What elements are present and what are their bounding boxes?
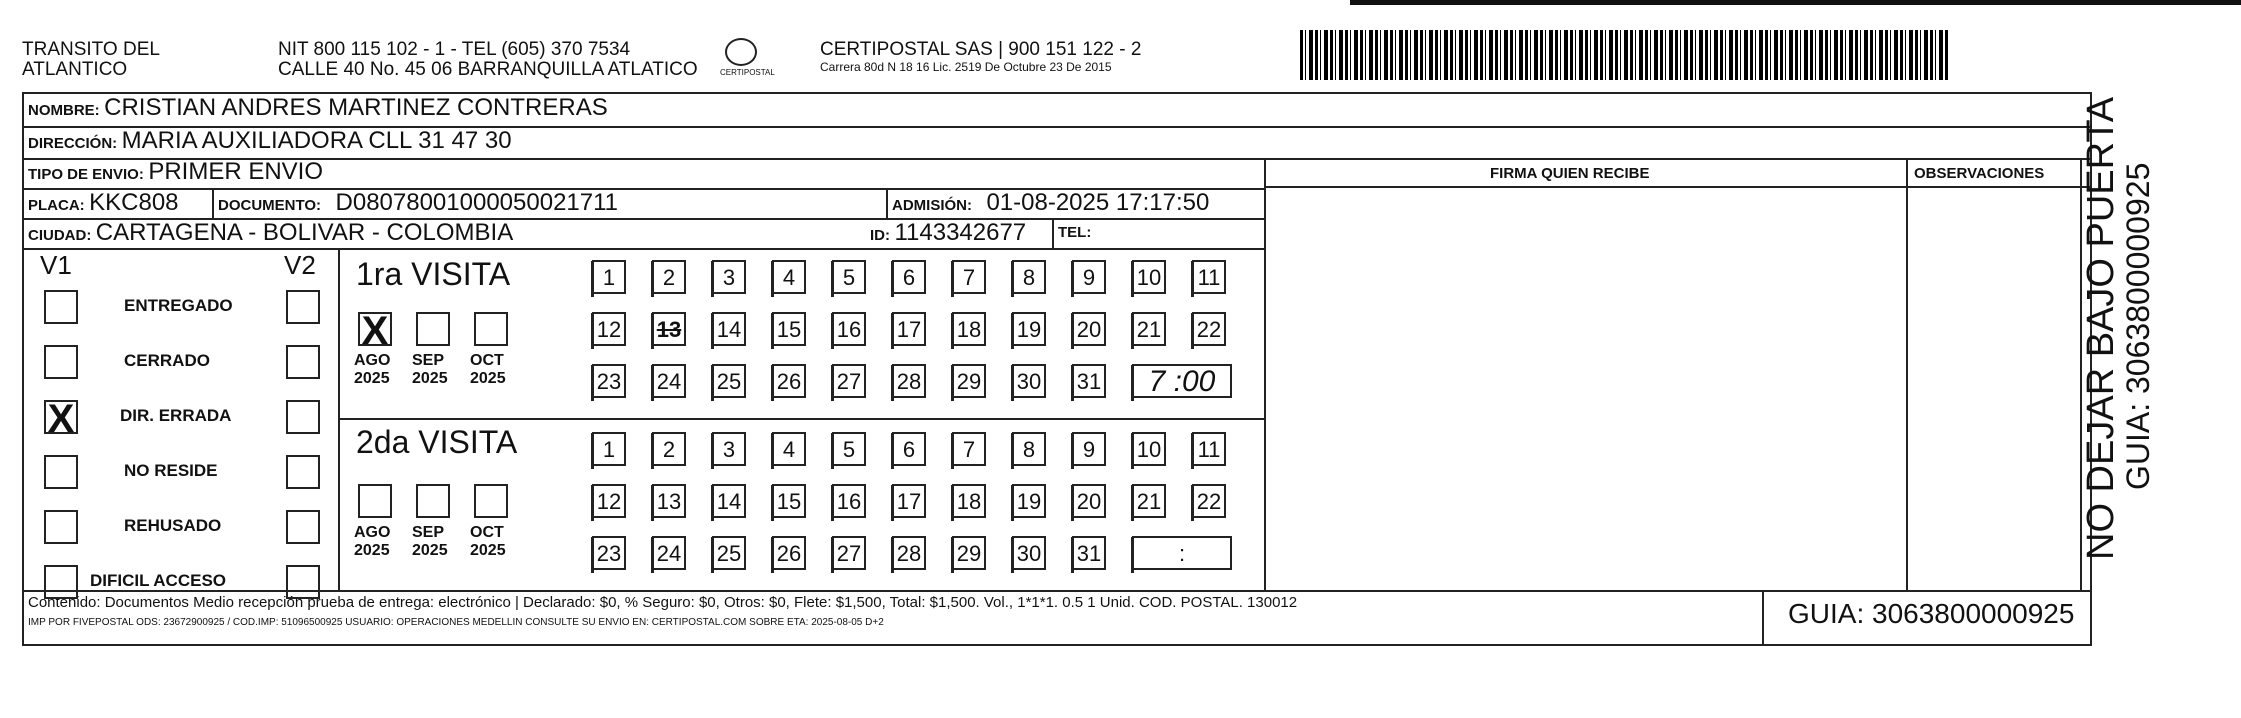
divider <box>1906 158 1908 590</box>
ciudad-value: CARTAGENA - BOLIVAR - COLOMBIA <box>95 219 514 246</box>
day-box[interactable]: 15 <box>772 312 806 346</box>
day-box[interactable]: 15 <box>772 484 806 518</box>
divider <box>212 188 214 218</box>
day-box[interactable]: 11 <box>1192 432 1226 466</box>
v1-checkbox[interactable]: X <box>44 400 78 434</box>
company-info <box>820 40 1141 74</box>
day-box[interactable]: 21 <box>1132 312 1166 346</box>
day-box[interactable]: 16 <box>832 312 866 346</box>
day-box[interactable]: 4 <box>772 260 806 294</box>
ciudad-field <box>28 219 513 247</box>
documento-field <box>218 189 618 217</box>
footer-guia: GUIA: 3063800000925 <box>1788 598 2075 629</box>
org-contact <box>278 40 698 80</box>
day-box[interactable]: 3 <box>712 432 746 466</box>
day-box[interactable]: 14 <box>712 484 746 518</box>
year-label: 2025 <box>470 370 506 387</box>
logo-text: CERTIPOSTAL <box>720 68 775 77</box>
month-checkbox[interactable]: X <box>358 312 392 346</box>
day-box[interactable]: 31 <box>1072 364 1106 398</box>
day-box[interactable]: 1 <box>592 260 626 294</box>
day-box[interactable]: 21 <box>1132 484 1166 518</box>
day-box[interactable]: 6 <box>892 260 926 294</box>
month-checkbox[interactable] <box>358 484 392 518</box>
year-label: 2025 <box>354 542 390 559</box>
day-box[interactable]: 29 <box>952 536 986 570</box>
day-box[interactable]: 2 <box>652 432 686 466</box>
day-box[interactable]: 13 <box>652 484 686 518</box>
month-label: SEP <box>412 352 445 369</box>
second-visit-title: 2da VISITA <box>356 424 518 460</box>
nombre-label: NOMBRE: <box>28 102 100 119</box>
day-box[interactable]: 27 <box>832 364 866 398</box>
month-checkbox[interactable] <box>474 312 508 346</box>
divider <box>886 188 888 218</box>
year-label: 2025 <box>412 370 448 387</box>
shipping-form <box>22 92 2092 646</box>
company-line2: Carrera 80d N 18 16 Lic. 2519 De Octubre 23 De 2015 <box>820 60 1112 74</box>
day-box[interactable]: 24 <box>652 536 686 570</box>
month-checkbox[interactable] <box>416 312 450 346</box>
placa-label: PLACA: <box>28 197 85 214</box>
admision-label: ADMISIÓN: <box>892 197 972 214</box>
barcode <box>1300 30 1950 80</box>
nit-line: NIT 800 115 102 - 1 - TEL (605) 370 7534 <box>278 39 631 60</box>
day-box[interactable]: 12 <box>592 484 626 518</box>
divider <box>1264 158 1266 590</box>
year-label: 2025 <box>470 542 506 559</box>
divider <box>22 248 1266 250</box>
day-box[interactable]: 7 <box>952 260 986 294</box>
id-field <box>870 219 1026 247</box>
day-box[interactable]: 5 <box>832 432 866 466</box>
certipostal-logo-icon <box>725 38 757 66</box>
day-box[interactable]: 11 <box>1192 260 1226 294</box>
direccion-label: DIRECCIÓN: <box>28 135 118 152</box>
id-value: 1143342677 <box>894 219 1027 246</box>
day-box[interactable]: 14 <box>712 312 746 346</box>
day-box[interactable]: 25 <box>712 536 746 570</box>
v1-label: V1 <box>40 250 72 280</box>
day-box[interactable]: 6 <box>892 432 926 466</box>
day-box[interactable]: 26 <box>772 536 806 570</box>
org-line1: TRANSITO DEL <box>22 39 160 60</box>
company-line1: CERTIPOSTAL SAS | 900 151 122 - 2 <box>820 39 1142 60</box>
day-box[interactable]: 23 <box>592 536 626 570</box>
day-box[interactable]: 4 <box>772 432 806 466</box>
day-box[interactable]: 25 <box>712 364 746 398</box>
day-box[interactable]: 10 <box>1132 432 1166 466</box>
day-box[interactable]: 16 <box>832 484 866 518</box>
footer-print-line: IMP POR FIVEPOSTAL ODS: 23672900925 / COD.IMP: 51096500925 USUARIO: OPERACIONES MEDELLIN CONSULTE SU ENVIO EN: CERTIPOSTAL.COM SOBRE ETA: 2025-08-05 D+2 <box>28 617 884 628</box>
day-box[interactable]: 9 <box>1072 260 1106 294</box>
first-visit-title: 1ra VISITA <box>356 256 511 292</box>
id-label: ID: <box>870 227 890 244</box>
month-label: OCT <box>470 352 504 369</box>
day-box[interactable]: 10 <box>1132 260 1166 294</box>
documento-label: DOCUMENTO: <box>218 197 322 214</box>
day-box[interactable]: 5 <box>832 260 866 294</box>
admision-field <box>892 189 1209 217</box>
side-guia: GUIA: 3063800000925 <box>2120 162 2156 490</box>
day-box[interactable]: 22 <box>1192 312 1226 346</box>
month-label: AGO <box>354 352 391 369</box>
placa-value: KKC808 <box>89 189 179 216</box>
day-box[interactable]: 17 <box>892 312 926 346</box>
day-box[interactable]: 7 <box>952 432 986 466</box>
day-box[interactable]: 9 <box>1072 432 1106 466</box>
day-box[interactable]: 19 <box>1012 484 1046 518</box>
v1-checkbox[interactable] <box>44 345 78 379</box>
day-box[interactable]: 22 <box>1192 484 1226 518</box>
status-option-label: CERRADO <box>124 351 210 370</box>
tipo-label: TIPO DE ENVIO: <box>28 166 144 183</box>
day-box[interactable]: 3 <box>712 260 746 294</box>
day-box[interactable]: 27 <box>832 536 866 570</box>
v2-checkbox[interactable] <box>286 510 320 544</box>
month-label: OCT <box>470 524 504 541</box>
month-label: AGO <box>354 524 391 541</box>
footer-content-line: Contenido: Documentos Medio recepción prueba de entrega: electrónico | Declarado: $0, % Seguro: $0, Otros: $0, Flete: $1,500, Total: $1,500. Vol., 1*1*1. 0.5 1 Unid. COD. POSTAL. 130012 <box>28 594 1298 611</box>
day-box[interactable]: 12 <box>592 312 626 346</box>
org-name <box>22 40 160 80</box>
admision-value: 01-08-2025 17:17:50 <box>986 189 1210 216</box>
divider <box>338 248 340 590</box>
divider <box>1052 218 1054 248</box>
day-box[interactable]: 1 <box>592 432 626 466</box>
day-box[interactable]: 23 <box>592 364 626 398</box>
status-option-label: DIFICIL ACCESO <box>90 571 227 590</box>
status-option-label: NO RESIDE <box>124 461 218 480</box>
firma-header: FIRMA QUIEN RECIBE <box>1490 165 1650 182</box>
year-label: 2025 <box>412 542 448 559</box>
day-box[interactable]: 28 <box>892 364 926 398</box>
direccion-value: MARIA AUXILIADORA CLL 31 47 30 <box>121 127 512 154</box>
day-box[interactable]: 29 <box>952 364 986 398</box>
day-box[interactable]: 19 <box>1012 312 1046 346</box>
day-box[interactable]: 18 <box>952 312 986 346</box>
tipo-row <box>28 158 323 186</box>
tipo-value: PRIMER ENVIO <box>148 158 324 185</box>
v2-checkbox[interactable] <box>286 400 320 434</box>
month-label: SEP <box>412 524 445 541</box>
v1-checkbox[interactable] <box>44 290 78 324</box>
documento-value: D08078001000050021711 <box>335 189 619 216</box>
v2-checkbox[interactable] <box>286 345 320 379</box>
year-label: 2025 <box>354 370 390 387</box>
day-box[interactable]: 20 <box>1072 484 1106 518</box>
observaciones-header: OBSERVACIONES <box>1914 165 2045 182</box>
v2-label: V2 <box>284 250 316 280</box>
day-box[interactable]: 30 <box>1012 364 1046 398</box>
divider <box>22 590 2092 592</box>
time-box[interactable]: : <box>1132 536 1232 570</box>
direccion-row <box>28 127 512 155</box>
v2-checkbox[interactable] <box>286 565 320 599</box>
no-dejar-bajo-puerta: NO DEJAR BAJO PUERTA <box>2080 96 2122 560</box>
day-box[interactable]: 17 <box>892 484 926 518</box>
divider <box>338 418 1264 420</box>
day-box[interactable]: 8 <box>1012 432 1046 466</box>
day-box[interactable]: 26 <box>772 364 806 398</box>
day-box[interactable]: 13 <box>652 312 686 346</box>
day-box[interactable]: 28 <box>892 536 926 570</box>
day-box[interactable]: 2 <box>652 260 686 294</box>
day-box[interactable]: 18 <box>952 484 986 518</box>
day-box[interactable]: 31 <box>1072 536 1106 570</box>
tel-label: TEL: <box>1058 224 1092 241</box>
divider <box>1264 186 2092 188</box>
v2-checkbox[interactable] <box>286 455 320 489</box>
day-box[interactable]: 8 <box>1012 260 1046 294</box>
org-line2: ATLANTICO <box>22 59 128 80</box>
day-box[interactable]: 20 <box>1072 312 1106 346</box>
v1-checkbox[interactable] <box>44 455 78 489</box>
v2-checkbox[interactable] <box>286 290 320 324</box>
time-box[interactable]: 7 :00 <box>1132 364 1232 398</box>
month-checkbox[interactable] <box>416 484 450 518</box>
status-option-label: ENTREGADO <box>124 296 233 315</box>
day-box[interactable]: 24 <box>652 364 686 398</box>
address-line: CALLE 40 No. 45 06 BARRANQUILLA ATLATICO <box>278 59 698 80</box>
nombre-value: CRISTIAN ANDRES MARTINEZ CONTRERAS <box>104 94 608 121</box>
status-option-label: DIR. ERRADA <box>120 406 232 425</box>
day-box[interactable]: 30 <box>1012 536 1046 570</box>
status-option-label: REHUSADO <box>124 516 222 535</box>
divider <box>22 158 2092 160</box>
ciudad-label: CIUDAD: <box>28 227 92 244</box>
divider <box>1762 590 1764 646</box>
nombre-row <box>28 94 608 122</box>
top-edge-line <box>1350 0 2241 5</box>
month-checkbox[interactable] <box>474 484 508 518</box>
v1-checkbox[interactable] <box>44 565 78 599</box>
v1-checkbox[interactable] <box>44 510 78 544</box>
placa-field <box>28 189 179 217</box>
